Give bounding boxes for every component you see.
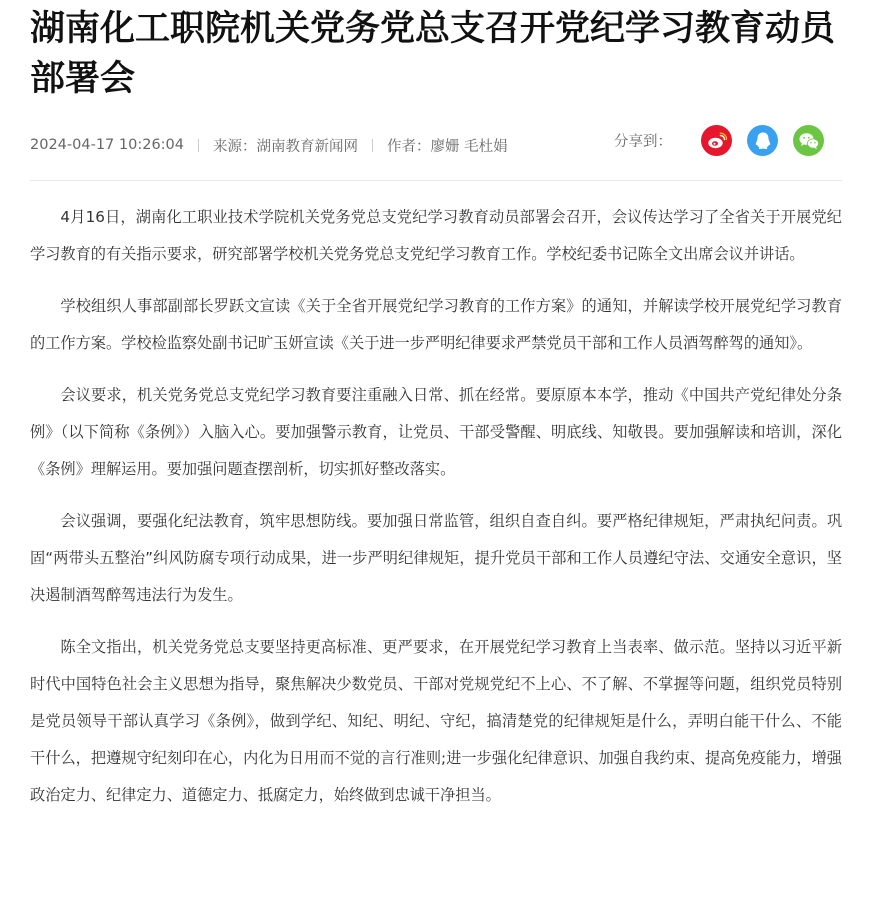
meta-divider: [198, 139, 199, 152]
share-wechat-button[interactable]: [793, 125, 824, 156]
wechat-icon: [798, 132, 820, 150]
article-author: 作者：廖姗 毛杜娟: [387, 138, 508, 155]
article-paragraph: 会议强调，要强化纪法教育，筑牢思想防线。要加强日常监管，组织自查自纠。要严格纪律规矩，严肃执纪问责。巩固“两带头五整治”纠风防腐专项行动成果，进一步严明纪律规矩，提升党员干部和工作人员遵纪守法、交通安全意识，坚决遏制酒驾醉驾违法行为发生。: [30, 512, 842, 604]
publish-date: 2024-04-17 10:26:04: [30, 137, 184, 153]
article-source: 来源：湖南教育新闻网: [213, 138, 358, 155]
meta-divider: [372, 139, 373, 152]
article-paragraph: 陈全文指出，机关党务党总支要坚持更高标准、更严要求，在开展党纪学习教育上当表率、做示范。坚持以习近平新时代中国特色社会主义思想为指导，聚焦解决少数党员、干部对党规党纪不上心、不了解、不掌握等问题，组织党员特别是党员领导干部认真学习《条例》，做到学纪、知纪、明纪、守纪，搞清楚党的纪律规矩是什么，弄明白能干什么、不能干什么，把遵规守纪刻印在心，内化为日用而不觉的言行准则;进一步强化纪律意识、加强自我约束、提高免疫能力，增强政治定力、纪律定力、道德定力、抵腐定力，始终做到忠诚干净担当。: [30, 638, 842, 804]
share-bar: [614, 125, 824, 156]
share-weibo-button[interactable]: [701, 125, 732, 156]
article-paragraph: 4月16日，湖南化工职业技术学院机关党务党总支党纪学习教育动员部署会召开，会议传达学习了全省关于开展党纪学习教育的有关指示要求，研究部署学校机关党务党总支党纪学习教育工作。学校纪委书记陈全文出席会议并讲话。: [30, 208, 842, 263]
article-paragraph: 学校组织人事部副部长罗跃文宣读《关于全省开展党纪学习教育的工作方案》的通知，并解读学校开展党纪学习教育的工作方案。学校检监察处副书记旷玉妍宣读《关于进一步严明纪律要求严禁党员干部和工作人员酒驾醉驾的通知》。: [30, 297, 842, 352]
share-label: 分享到：: [614, 134, 672, 150]
weibo-icon: [707, 132, 727, 150]
article-meta: [30, 126, 842, 181]
qq-icon: [754, 131, 772, 151]
article-container: [30, 0, 842, 829]
article-body: [30, 199, 842, 814]
share-qq-button[interactable]: [747, 125, 778, 156]
article-paragraph: 会议要求，机关党务党总支党纪学习教育要注重融入日常、抓在经常。要原原本本学，推动《中国共产党纪律处分条例》（以下简称《条例》）入脑入心。要加强警示教育，让党员、干部受警醒、明底线、知敬畏。要加强解读和培训，深化《条例》理解运用。要加强问题查摆剖析，切实抓好整改落实。: [30, 386, 842, 478]
page-title: 湖南化工职院机关党务党总支召开党纪学习教育动员部署会: [30, 9, 836, 99]
